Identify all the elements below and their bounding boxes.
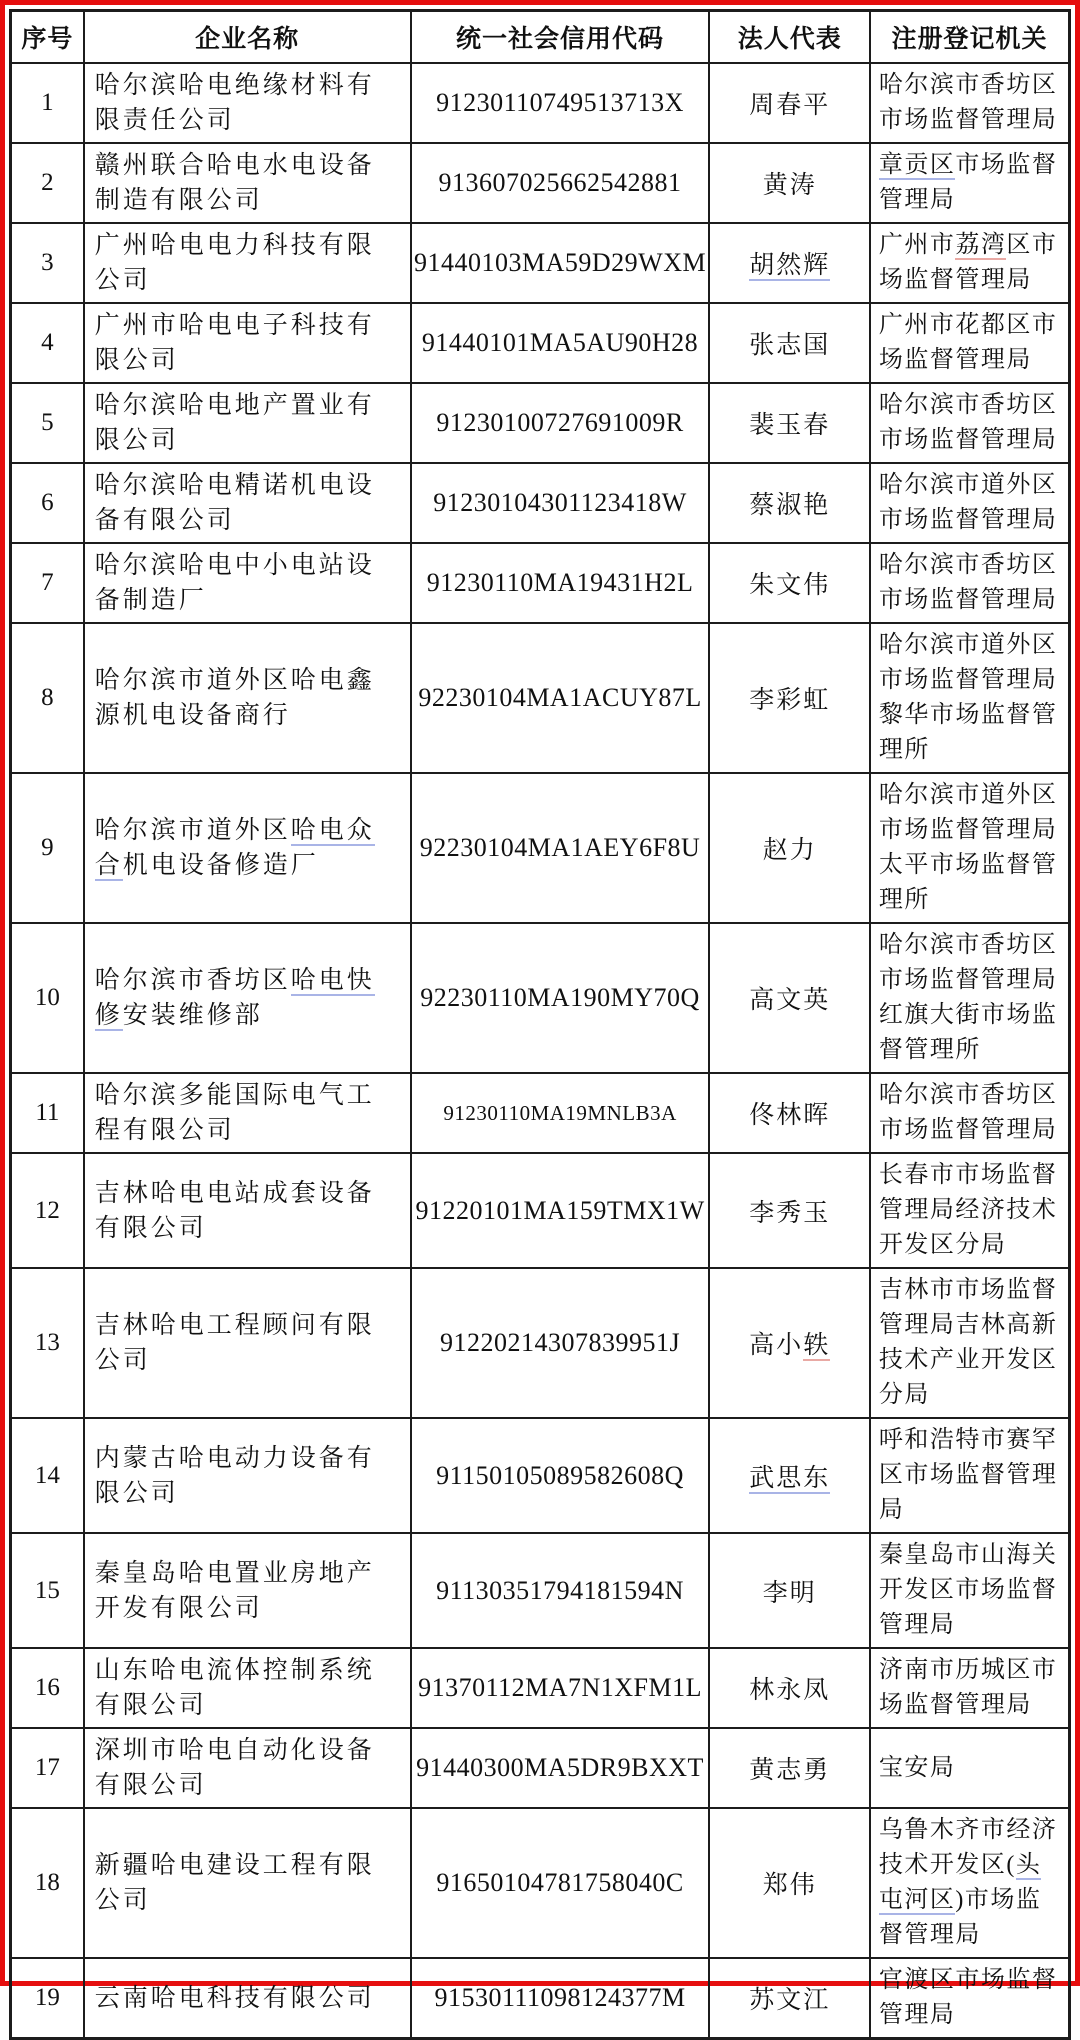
text-segment: 秦皇岛市山海关开发区市场监督管理局 xyxy=(878,1542,1058,1638)
registration-authority-cell xyxy=(870,63,1070,143)
text-segment: 乌鲁木齐市经济技术开发区( xyxy=(878,1817,1058,1878)
table-row xyxy=(11,1958,1070,2039)
row-index-cell: 5 xyxy=(11,383,84,463)
underlined-text-segment: 头屯河区 xyxy=(878,1852,1042,1913)
text-segment: 哈尔滨市道外区哈电鑫源机电设备商行 xyxy=(94,667,375,729)
credit-code-cell: 91220214307839951J xyxy=(411,1268,710,1418)
column-header-credit-code: 统一社会信用代码 xyxy=(411,11,710,64)
text-segment: 秦皇岛哈电置业房地产开发有限公司 xyxy=(94,1559,375,1622)
row-index-cell: 11 xyxy=(11,1073,84,1153)
text-segment: 内蒙古哈电动力设备有限公司 xyxy=(94,1444,375,1507)
legal-rep-cell xyxy=(709,303,869,383)
registration-authority-cell xyxy=(870,223,1070,303)
legal-rep-cell xyxy=(709,773,869,923)
table-body xyxy=(11,63,1070,2039)
table-header-row xyxy=(11,11,1070,64)
registration-authority-cell xyxy=(870,1958,1070,2039)
table-row xyxy=(11,63,1070,143)
text-segment: 云南哈电科技有限公司 xyxy=(94,1984,375,2012)
company-name-cell xyxy=(84,623,411,773)
row-index-cell: 12 xyxy=(11,1153,84,1268)
text-segment: 郑伟 xyxy=(762,1872,817,1899)
column-header-legal-rep: 法人代表 xyxy=(709,11,869,64)
text-segment: 哈尔滨市道外区市场监督管理局黎华市场监督管理所 xyxy=(878,632,1058,763)
credit-code-cell: 91650104781758040C xyxy=(411,1808,710,1958)
text-segment: 哈尔滨市道外区市场监督管理局太平市场监督管理所 xyxy=(878,782,1058,913)
text-segment: 赣州联合哈电水电设备制造有限公司 xyxy=(94,152,375,214)
text-segment: 哈尔滨哈电中小电站设备制造厂 xyxy=(94,552,375,614)
text-segment: 高文英 xyxy=(749,987,831,1014)
text-segment: 济南市历城区市场监督管理局 xyxy=(878,1657,1058,1718)
text-segment: 机电设备修造厂 xyxy=(122,852,319,879)
credit-code-cell: 91230100727691009R xyxy=(411,383,710,463)
text-segment: 哈尔滨市香坊区市场监督管理局 xyxy=(878,552,1058,613)
text-segment: 吉林市市场监督管理局吉林高新技术产业开发区分局 xyxy=(878,1277,1058,1408)
company-name-cell xyxy=(84,1153,411,1268)
text-segment: 吉林哈电电站成套设备有限公司 xyxy=(94,1179,375,1242)
credit-code-cell: 91440101MA5AU90H28 xyxy=(411,303,710,383)
company-name-cell xyxy=(84,773,411,923)
credit-code-cell: 91440103MA59D29WXM xyxy=(411,223,710,303)
text-segment: 黄涛 xyxy=(762,172,817,199)
row-index-cell: 13 xyxy=(11,1268,84,1418)
text-segment: 张志国 xyxy=(749,332,831,359)
company-name-cell xyxy=(84,543,411,623)
table-row xyxy=(11,1808,1070,1958)
text-segment: 周春平 xyxy=(749,92,831,119)
row-index-cell: 17 xyxy=(11,1728,84,1808)
registration-authority-cell xyxy=(870,623,1070,773)
credit-code-cell: 92230104MA1ACUY87L xyxy=(411,623,710,773)
company-name-cell xyxy=(84,63,411,143)
credit-code-cell: 91130351794181594N xyxy=(411,1533,710,1648)
legal-rep-cell xyxy=(709,1648,869,1728)
text-segment: 哈尔滨市香坊区市场监督管理局 xyxy=(878,72,1058,133)
row-index-cell: 4 xyxy=(11,303,84,383)
table-row xyxy=(11,1728,1070,1808)
registration-authority-cell xyxy=(870,1533,1070,1648)
company-name-cell xyxy=(84,383,411,463)
text-segment: 高小 xyxy=(749,1332,804,1359)
row-index-cell: 14 xyxy=(11,1418,84,1533)
registration-authority-cell xyxy=(870,1728,1070,1808)
text-segment: 林永凤 xyxy=(749,1677,831,1704)
text-segment: 赵力 xyxy=(762,837,817,864)
legal-rep-cell xyxy=(709,223,869,303)
company-name-cell xyxy=(84,143,411,223)
registration-authority-cell xyxy=(870,1418,1070,1533)
underlined-text-segment: 章贡区 xyxy=(878,152,956,178)
credit-code-cell: 91230110MA19MNLB3A xyxy=(411,1073,710,1153)
text-segment: 哈尔滨哈电绝缘材料有限责任公司 xyxy=(94,72,375,134)
company-registry-table xyxy=(9,9,1071,2040)
row-index-cell: 8 xyxy=(11,623,84,773)
legal-rep-cell xyxy=(709,623,869,773)
legal-rep-cell xyxy=(709,1728,869,1808)
legal-rep-cell xyxy=(709,543,869,623)
company-name-cell xyxy=(84,1533,411,1648)
legal-rep-cell xyxy=(709,1268,869,1418)
underlined-text-segment: 胡然辉 xyxy=(749,252,831,279)
table-row xyxy=(11,543,1070,623)
table-row xyxy=(11,383,1070,463)
row-index-cell: 19 xyxy=(11,1958,84,2039)
table-row xyxy=(11,223,1070,303)
underlined-text-segment: 轶 xyxy=(803,1332,831,1359)
registration-authority-cell xyxy=(870,1073,1070,1153)
text-segment: 哈尔滨市香坊区市场监督管理局 xyxy=(878,1082,1058,1143)
row-index-cell: 16 xyxy=(11,1648,84,1728)
text-segment: 裴玉春 xyxy=(749,412,831,439)
text-segment: 黄志勇 xyxy=(749,1757,831,1784)
text-segment: 蔡淑艳 xyxy=(749,492,831,519)
text-segment: 安装维修部 xyxy=(122,1002,263,1029)
row-index-cell: 2 xyxy=(11,143,84,223)
legal-rep-cell xyxy=(709,1958,869,2039)
underlined-text-segment: 荔湾 xyxy=(955,232,1007,258)
underlined-text-segment: 哈电快修 xyxy=(94,967,375,1029)
company-name-cell xyxy=(84,1728,411,1808)
table-row xyxy=(11,1648,1070,1728)
company-name-cell xyxy=(84,463,411,543)
table-row xyxy=(11,1073,1070,1153)
row-index-cell: 15 xyxy=(11,1533,84,1648)
text-segment: 新疆哈电建设工程有限公司 xyxy=(94,1852,375,1914)
text-segment: 广州市 xyxy=(878,232,956,258)
table-row xyxy=(11,923,1070,1073)
company-name-cell xyxy=(84,1268,411,1418)
row-index-cell: 3 xyxy=(11,223,84,303)
text-segment: 广州哈电电力科技有限公司 xyxy=(94,232,375,294)
credit-code-cell: 91150105089582608Q xyxy=(411,1418,710,1533)
text-segment: 李秀玉 xyxy=(749,1199,831,1227)
table-row xyxy=(11,463,1070,543)
credit-code-cell: 91530111098124377M xyxy=(411,1958,710,2039)
text-segment: 哈尔滨多能国际电气工程有限公司 xyxy=(94,1082,375,1144)
text-segment: 长春市市场监督管理局经济技术开发区分局 xyxy=(878,1162,1058,1258)
company-name-cell xyxy=(84,1073,411,1153)
table-row xyxy=(11,1533,1070,1648)
text-segment: 广州市花都区市场监督管理局 xyxy=(878,312,1058,373)
text-segment: 山东哈电流体控制系统有限公司 xyxy=(94,1657,375,1719)
table-row xyxy=(11,1153,1070,1268)
credit-code-cell: 91230104301123418W xyxy=(411,463,710,543)
text-segment: 朱文伟 xyxy=(749,572,831,599)
company-name-cell xyxy=(84,923,411,1073)
row-index-cell: 18 xyxy=(11,1808,84,1958)
underlined-text-segment: 哈电众合 xyxy=(94,817,375,879)
credit-code-cell: 92230104MA1AEY6F8U xyxy=(411,773,710,923)
registration-authority-cell xyxy=(870,1808,1070,1958)
registration-authority-cell xyxy=(870,143,1070,223)
row-index-cell: 7 xyxy=(11,543,84,623)
legal-rep-cell xyxy=(709,63,869,143)
row-index-cell: 10 xyxy=(11,923,84,1073)
text-segment: 哈尔滨哈电精诺机电设备有限公司 xyxy=(94,472,375,534)
underlined-text-segment: 武思东 xyxy=(749,1464,831,1492)
row-index-cell: 1 xyxy=(11,63,84,143)
text-segment: 呼和浩特市赛罕区市场监督管理局 xyxy=(878,1427,1058,1523)
text-segment: 官渡区市场监督管理局 xyxy=(878,1967,1058,2028)
row-index-cell: 6 xyxy=(11,463,84,543)
credit-code-cell: 913607025662542881 xyxy=(411,143,710,223)
legal-rep-cell xyxy=(709,923,869,1073)
table-row xyxy=(11,143,1070,223)
credit-code-cell: 91440300MA5DR9BXXT xyxy=(411,1728,710,1808)
text-segment: 市场监督管理局 xyxy=(878,152,1058,213)
company-name-cell xyxy=(84,1648,411,1728)
table-row xyxy=(11,1418,1070,1533)
registration-authority-cell xyxy=(870,303,1070,383)
registration-authority-cell xyxy=(870,383,1070,463)
text-segment: 宝安局 xyxy=(878,1754,956,1781)
credit-code-cell: 91370112MA7N1XFM1L xyxy=(411,1648,710,1728)
credit-code-cell: 91230110MA19431H2L xyxy=(411,543,710,623)
legal-rep-cell xyxy=(709,1153,869,1268)
text-segment: 李明 xyxy=(762,1579,817,1607)
row-index-cell: 9 xyxy=(11,773,84,923)
text-segment: 哈尔滨市香坊区市场监督管理局红旗大街市场监督管理所 xyxy=(878,932,1058,1063)
legal-rep-cell xyxy=(709,1808,869,1958)
text-segment: 区市场监督管理局 xyxy=(878,232,1058,293)
legal-rep-cell xyxy=(709,383,869,463)
column-header-index: 序号 xyxy=(11,11,84,64)
registration-authority-cell xyxy=(870,1153,1070,1268)
text-segment: 李彩虹 xyxy=(749,687,831,714)
registration-authority-cell xyxy=(870,1648,1070,1728)
text-segment: 哈尔滨市香坊区 xyxy=(94,967,291,994)
table-row xyxy=(11,1268,1070,1418)
legal-rep-cell xyxy=(709,1073,869,1153)
text-segment: 哈尔滨市道外区市场监督管理局 xyxy=(878,472,1058,533)
text-segment: 吉林哈电工程顾问有限公司 xyxy=(94,1312,375,1374)
company-name-cell xyxy=(84,1418,411,1533)
credit-code-cell: 91230110749513713X xyxy=(411,63,710,143)
credit-code-cell: 92230110MA190MY70Q xyxy=(411,923,710,1073)
registration-authority-cell xyxy=(870,773,1070,923)
table-row xyxy=(11,773,1070,923)
text-segment: 佟林晖 xyxy=(749,1102,831,1129)
table-row xyxy=(11,303,1070,383)
legal-rep-cell xyxy=(709,1533,869,1648)
company-name-cell xyxy=(84,1808,411,1958)
text-segment: 深圳市哈电自动化设备有限公司 xyxy=(94,1737,375,1799)
text-segment: 哈尔滨市道外区 xyxy=(94,817,291,844)
company-name-cell xyxy=(84,1958,411,2039)
legal-rep-cell xyxy=(709,143,869,223)
text-segment: )市场监督管理局 xyxy=(878,1887,1042,1948)
column-header-registration-authority: 注册登记机关 xyxy=(870,11,1070,64)
text-segment: 广州市哈电电子科技有限公司 xyxy=(94,312,375,374)
text-segment: 苏文江 xyxy=(749,1987,831,2014)
registration-authority-cell xyxy=(870,923,1070,1073)
legal-rep-cell xyxy=(709,1418,869,1533)
column-header-company-name: 企业名称 xyxy=(84,11,411,64)
credit-code-cell: 91220101MA159TMX1W xyxy=(411,1153,710,1268)
text-segment: 哈尔滨市香坊区市场监督管理局 xyxy=(878,392,1058,453)
registration-authority-cell xyxy=(870,463,1070,543)
text-segment: 哈尔滨哈电地产置业有限公司 xyxy=(94,392,375,454)
registration-authority-cell xyxy=(870,543,1070,623)
company-name-cell xyxy=(84,223,411,303)
company-name-cell xyxy=(84,303,411,383)
registration-authority-cell xyxy=(870,1268,1070,1418)
legal-rep-cell xyxy=(709,463,869,543)
table-row xyxy=(11,623,1070,773)
